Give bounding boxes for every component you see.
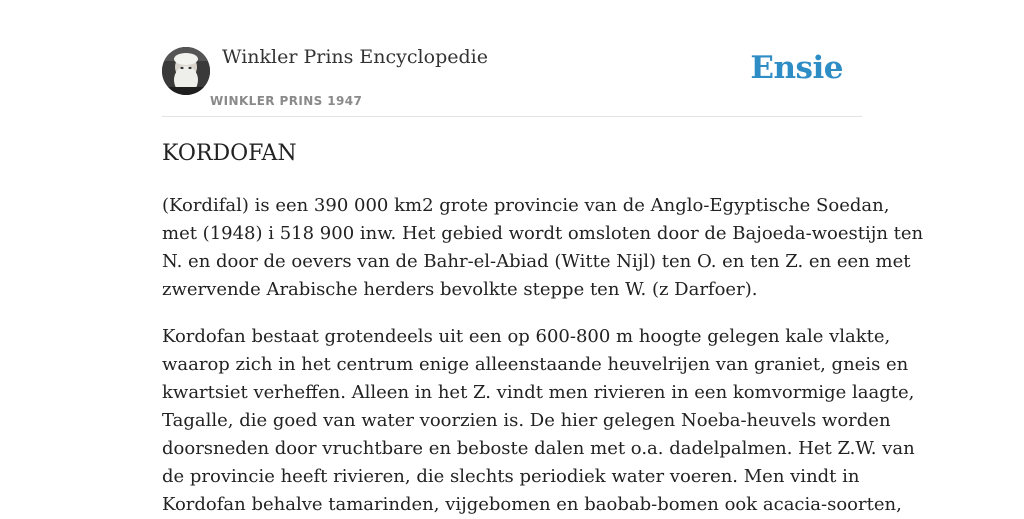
paragraph-line: Kordofan bestaat grotendeels uit een op 600-800 m hoogte gelegen kale vlakte,: [162, 326, 891, 347]
paragraph-line: doorsneden door vruchtbare en beboste dalen met o.a. dadelpalmen. Het Z.W. van: [162, 438, 915, 459]
edition-label[interactable]: WINKLER PRINS 1947: [210, 94, 363, 108]
paragraph-line: met (1948) i 518 900 inw. Het gebied wordt omsloten door de Bajoeda-woestijn ten: [162, 223, 924, 244]
page-container: [162, 0, 924, 515]
site-header: [162, 0, 862, 117]
paragraph-line: de provincie heeft rivieren, die slechts periodiek water voeren. Men vindt in: [162, 466, 860, 487]
paragraph-line: kwartsiet verheffen. Alleen in het Z. vindt men rivieren in een komvormige laagte,: [162, 382, 915, 403]
paragraph-2: [162, 323, 915, 519]
paragraph-line: N. en door de oevers van de Bahr-el-Abiad (Witte Nijl) ten O. en ten Z. en een met: [162, 251, 911, 272]
paragraph-1: [162, 192, 924, 304]
author-portrait-icon: [162, 47, 210, 95]
avatar[interactable]: [162, 47, 210, 95]
article-title: KORDOFAN: [162, 141, 297, 166]
paragraph-line: (Kordifal) is een 390 000 km2 grote provincie van de Anglo-Egyptische Soedan,: [162, 195, 890, 216]
paragraph-line: waarop zich in het centrum enige alleenstaande heuvelrijen van graniet, gneis en: [162, 354, 909, 375]
ensie-logo[interactable]: Ensie: [750, 50, 843, 86]
paragraph-line: zwervende Arabische herders bevolkte steppe ten W. (z Darfoer).: [162, 279, 758, 300]
paragraph-line: Kordofan behalve tamarinden, vijgebomen en baobab-bomen ook acacia-soorten,: [162, 494, 902, 515]
paragraph-line: Tagalle, die goed van water voorzien is. De hier gelegen Noeba-heuvels worden: [162, 410, 891, 431]
site-title[interactable]: Winkler Prins Encyclopedie: [222, 46, 488, 68]
